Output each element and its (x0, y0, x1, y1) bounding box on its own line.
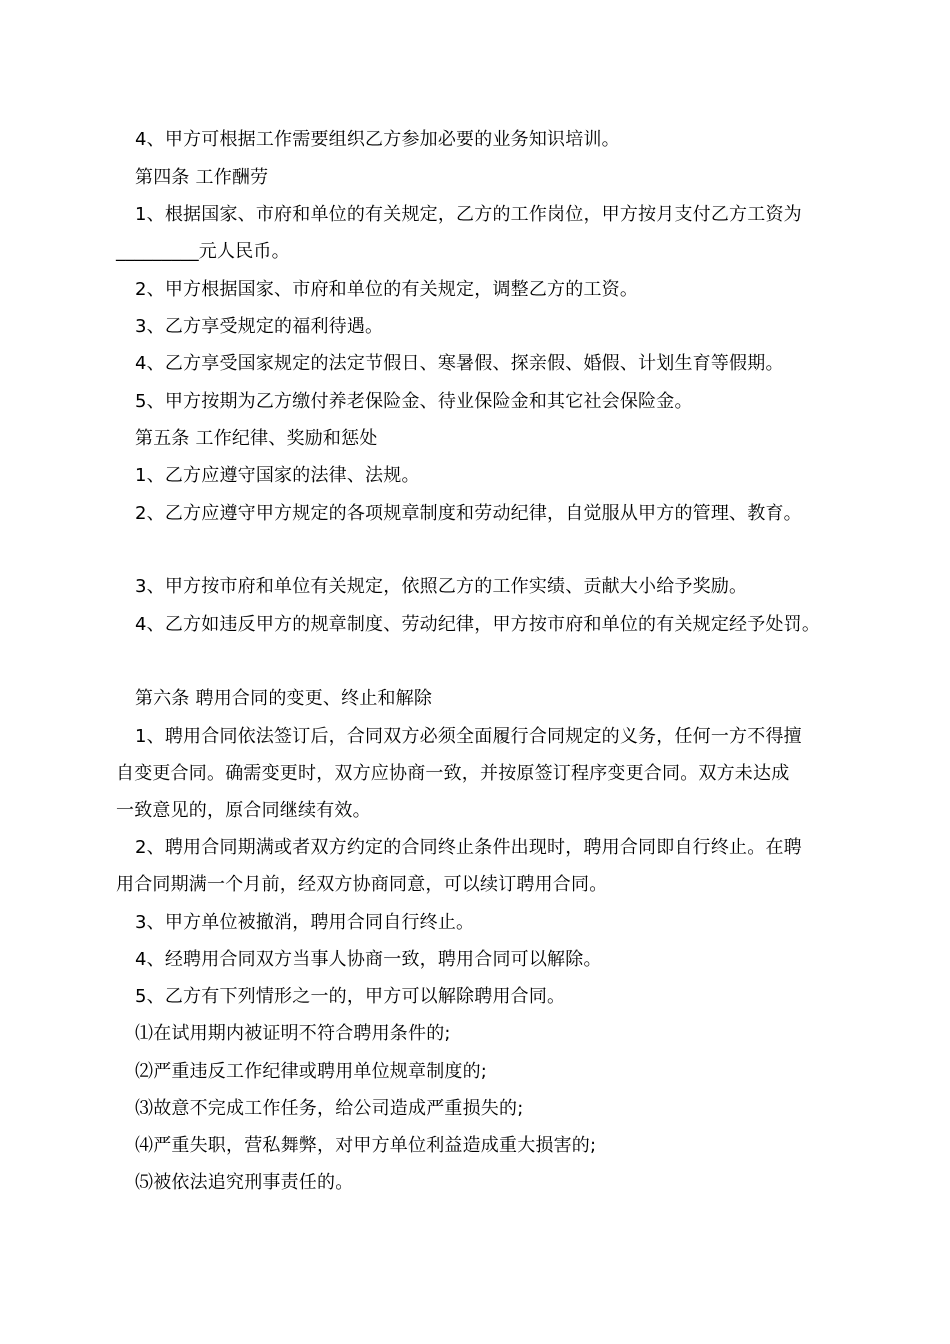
condition-1: ⑴在试用期内被证明不符合聘用条件的; (135, 1023, 451, 1044)
clause-2-termination-line-1: 2、聘用合同期满或者双方约定的合同终止条件出现时，聘用合同即自行终止。在聘 (135, 837, 802, 858)
clause-4-dissolution: 4、经聘用合同双方当事人协商一致，聘用合同可以解除。 (135, 949, 602, 970)
condition-5: ⑸被依法追究刑事责任的。 (135, 1172, 354, 1193)
clause-2-termination-line-2: 用合同期满一个月前，经双方协商同意，可以续订聘用合同。 (116, 874, 608, 895)
clause-1-salary-amount: _________元人民币。 (116, 241, 290, 262)
clause-1-change-line-3: 一致意见的，原合同继续有效。 (116, 800, 371, 821)
clause-4-penalties: 4、乙方如违反甲方的规章制度、劳动纪律，甲方按市府和单位的有关规定经予处罚。 (135, 614, 821, 635)
article-6-heading: 第六条 聘用合同的变更、终止和解除 (135, 688, 433, 709)
clause-3-welfare: 3、乙方享受规定的福利待遇。 (135, 316, 384, 337)
clause-3-revocation: 3、甲方单位被撤消，聘用合同自行终止。 (135, 912, 475, 933)
clause-1-laws: 1、乙方应遵守国家的法律、法规。 (135, 465, 420, 486)
clause-5-insurance: 5、甲方按期为乙方缴付养老保险金、待业保险金和其它社会保险金。 (135, 391, 693, 412)
clause-2-salary-adjust: 2、甲方根据国家、市府和单位的有关规定，调整乙方的工资。 (135, 279, 639, 300)
clause-5-conditions: 5、乙方有下列情形之一的，甲方可以解除聘用合同。 (135, 986, 566, 1007)
condition-3: ⑶故意不完成工作任务，给公司造成严重损失的; (135, 1098, 524, 1119)
article-4-heading: 第四条 工作酬劳 (135, 167, 269, 188)
clause-3-rewards: 3、甲方按市府和单位有关规定，依照乙方的工作实绩、贡献大小给予奖励。 (135, 576, 748, 597)
clause-4-holidays: 4、乙方享受国家规定的法定节假日、寒暑假、探亲假、婚假、计划生育等假期。 (135, 353, 784, 374)
condition-2: ⑵严重违反工作纪律或聘用单位规章制度的; (135, 1061, 488, 1082)
clause-4-training: 4、甲方可根据工作需要组织乙方参加必要的业务知识培训。 (135, 129, 620, 150)
clause-2-rules: 2、乙方应遵守甲方规定的各项规章制度和劳动纪律，自觉服从甲方的管理、教育。 (135, 503, 802, 524)
clause-1-salary: 1、根据国家、市府和单位的有关规定，乙方的工作岗位，甲方按月支付乙方工资为 (135, 204, 802, 225)
clause-1-change-line-2: 自变更合同。确需变更时，双方应协商一致，并按原签订程序变更合同。双方未达成 (116, 763, 790, 784)
condition-4: ⑷严重失职，营私舞弊，对甲方单位利益造成重大损害的; (135, 1135, 597, 1156)
article-5-heading: 第五条 工作纪律、奖励和惩处 (135, 428, 378, 449)
clause-1-change-line-1: 1、聘用合同依法签订后，合同双方必须全面履行合同规定的义务，任何一方不得擅 (135, 726, 802, 747)
